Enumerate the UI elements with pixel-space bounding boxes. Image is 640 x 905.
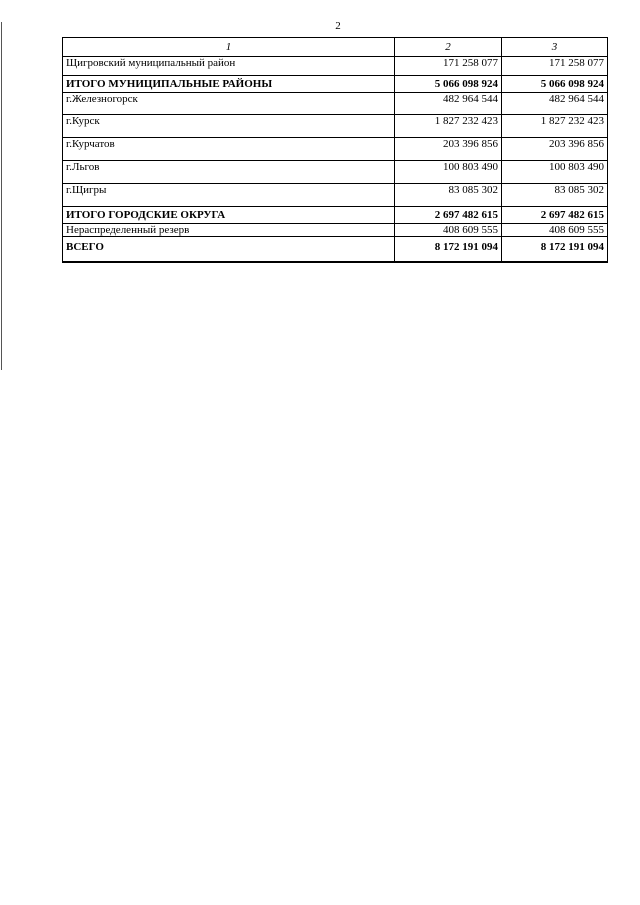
row-value-col2: 5 066 098 924 [395,76,502,93]
row-value-col2: 482 964 544 [395,93,502,115]
table-row-reserve [63,224,608,237]
row-name: ИТОГО ГОРОДСКИЕ ОКРУГА [63,207,395,224]
row-value-col3: 171 258 077 [502,57,608,76]
column-header-1: 1 [63,38,395,57]
row-value-col3: 5 066 098 924 [502,76,608,93]
table-row [63,138,608,161]
row-name: ИТОГО МУНИЦИПАЛЬНЫЕ РАЙОНЫ [63,76,395,93]
row-name: г.Льгов [63,161,395,184]
row-name: г.Курск [63,115,395,138]
row-value-col3: 1 827 232 423 [502,115,608,138]
row-value-col2: 171 258 077 [395,57,502,76]
row-value-col2: 83 085 302 [395,184,502,207]
table-row [63,161,608,184]
column-header-3: 3 [502,38,608,57]
row-value-col2: 100 803 490 [395,161,502,184]
row-name: Нераспределенный резерв [63,224,395,237]
row-name: г.Курчатов [63,138,395,161]
table-row [63,93,608,115]
page-margin-line [1,22,2,370]
row-value-col3: 100 803 490 [502,161,608,184]
row-value-col3: 8 172 191 094 [502,237,608,263]
row-name: г.Щигры [63,184,395,207]
table-row [63,184,608,207]
page-number: 2 [335,20,341,32]
row-value-col3: 482 964 544 [502,93,608,115]
row-name: г.Железногорск [63,93,395,115]
row-value-col2: 408 609 555 [395,224,502,237]
budget-table [62,37,608,263]
row-value-col3: 2 697 482 615 [502,207,608,224]
column-header-2: 2 [395,38,502,57]
row-value-col2: 1 827 232 423 [395,115,502,138]
row-name: Щигровский муниципальный район [63,57,395,76]
row-value-col3: 203 396 856 [502,138,608,161]
table-row-grand-total [63,237,608,263]
row-value-col2: 2 697 482 615 [395,207,502,224]
row-value-col2: 8 172 191 094 [395,237,502,263]
row-value-col3: 83 085 302 [502,184,608,207]
row-name: ВСЕГО [63,237,395,263]
table-row-total-city [63,207,608,224]
table-row [63,115,608,138]
row-value-col3: 408 609 555 [502,224,608,237]
table-header-row [63,38,608,57]
table-row-total-municipal [63,76,608,93]
table-row [63,57,608,76]
row-value-col2: 203 396 856 [395,138,502,161]
